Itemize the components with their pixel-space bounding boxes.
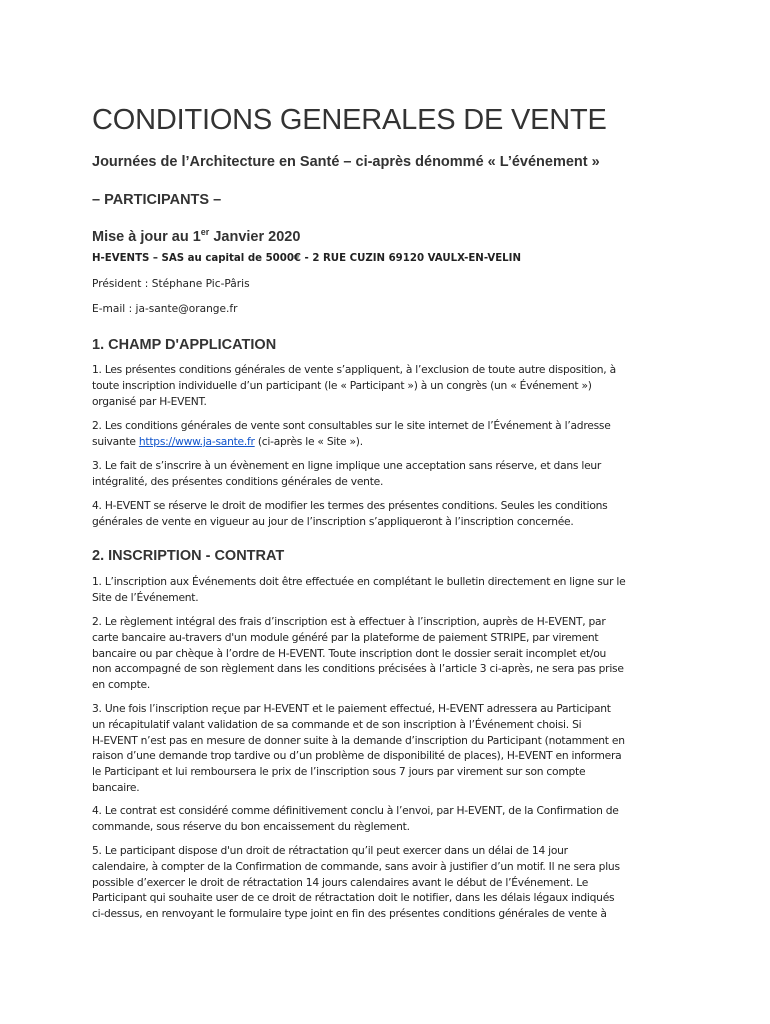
president-line: Président : Stéphane Pic-Pâris [92, 278, 250, 290]
text-line: 4. Le contrat est considéré comme définitivement conclu à l’envoi, par H-EVENT, de la Confirmation de [92, 804, 619, 817]
section-2-paragraph-3 [92, 701, 682, 796]
section-1-paragraph-3 [92, 458, 682, 490]
update-date [92, 227, 300, 245]
text-line: générales de vente en vigueur au jour de l’inscription s’appliqueront à l’inscription concernée. [92, 514, 574, 528]
email-line: E-mail : ja-sante@orange.fr [92, 303, 238, 315]
text-line: intégralité, des présentes conditions générales de vente. [92, 474, 384, 488]
text-line: un récapitulatif valant validation de sa commande et de son inscription à l’Événement choisi. Si [92, 717, 582, 731]
text-line: carte bancaire au-travers d'un module généré par la plateforme de paiement STRIPE, par virement [92, 630, 599, 644]
section-2-paragraph-2 [92, 614, 682, 693]
company-info: H-EVENTS – SAS au capital de 5000€ - 2 RUE CUZIN 69120 VAULX-EN-VELIN [92, 253, 521, 264]
text-line: bancaire. [92, 780, 140, 794]
section-2-heading: 2. INSCRIPTION - CONTRAT [92, 548, 285, 564]
update-prefix: Mise à jour au 1 [92, 229, 201, 245]
text-line: raison d’une demande trop tardive ou d’un problème de disponibilité de places), H-EVENT en informera [92, 749, 622, 763]
text-line: Site de l’Événement. [92, 590, 199, 604]
site-link[interactable]: https://www.ja-sante.fr [138, 434, 255, 448]
text-line: en compte. [92, 678, 151, 692]
section-2-paragraph-4 [92, 803, 682, 835]
text-line: calendaire, à compter de la Confirmation de commande, sans avoir à justifier d’un motif. Il ne sera plus [92, 859, 620, 873]
text-line: H-EVENT n’est pas en mesure de donner suite à la demande d’inscription du Participant (notamment en [92, 733, 625, 747]
text-line: 3. Le fait de s’inscrire à un évènement en ligne implique une acceptation sans réserve, et dans leur [92, 459, 602, 472]
update-suffix: Janvier 2020 [209, 229, 301, 245]
section-1-paragraph-1 [92, 362, 682, 409]
section-2-paragraph-5 [92, 843, 682, 922]
text-line: organisé par H-EVENT. [92, 394, 207, 408]
document-title: CONDITIONS GENERALES DE VENTE [92, 104, 607, 136]
text-line: 3. Une fois l’inscription reçue par H-EVENT et le paiement effectué, H-EVENT adressera au Participant [92, 702, 611, 715]
section-1-paragraph-2 [92, 418, 682, 450]
text-line: Participant qui souhaite user de ce droit de rétractation doit le notifier, dans les délais légaux indiqués [92, 891, 615, 905]
text-line: ci-dessus, en renvoyant le formulaire type joint en fin des présentes conditions générales de vente à [92, 907, 607, 921]
event-subtitle: Journées de l’Architecture en Santé – ci-après dénommé « L’événement » [92, 154, 600, 170]
text-line: 1. Les présentes conditions générales de vente s’appliquent, à l’exclusion de toute autre disposition, à [92, 363, 616, 376]
text-line: toute inscription individuelle d’un participant (le « Participant ») à un congrès (un « Événement ») [92, 378, 592, 392]
text-segment: suivante [92, 434, 139, 448]
text-line: bancaire ou par chèque à l’ordre de H-EVENT. Toute inscription dont le dossier serait incomplet et/ou [92, 646, 607, 660]
section-2-paragraph-1 [92, 574, 682, 606]
text-line: 1. L’inscription aux Événements doit être effectuée en complétant le bulletin directement en ligne sur le [92, 575, 626, 588]
text-line: non accompagné de son règlement dans les conditions précisées à l’article 3 ci-après, ne sera pas prise [92, 662, 624, 676]
text-segment: (ci-après le « Site »). [254, 434, 363, 448]
participants-heading: – PARTICIPANTS – [92, 192, 222, 208]
text-line [92, 434, 682, 450]
text-line: 5. Le participant dispose d'un droit de rétractation qu’il peut exercer dans un délai de 14 jour [92, 844, 568, 857]
section-1-heading: 1. CHAMP D'APPLICATION [92, 337, 277, 353]
text-line: 2. Les conditions générales de vente sont consultables sur le site internet de l’Événement à l’adresse [92, 419, 611, 432]
text-line: 4. H-EVENT se réserve le droit de modifier les termes des présentes conditions. Seules les conditions [92, 499, 608, 512]
text-line: 2. Le règlement intégral des frais d’inscription est à effectuer à l’inscription, auprès de H-EVENT, par [92, 615, 606, 628]
text-line: possible d’exercer le droit de rétractation 14 jours calendaires avant le début de l’Événement. Le [92, 875, 589, 889]
text-line: le Participant et lui remboursera le prix de l’inscription sous 7 jours par virement sur son compte [92, 765, 586, 779]
text-line: commande, sous réserve du bon encaissement du règlement. [92, 819, 410, 833]
update-superscript: er [200, 227, 210, 237]
section-1-paragraph-4 [92, 498, 682, 530]
